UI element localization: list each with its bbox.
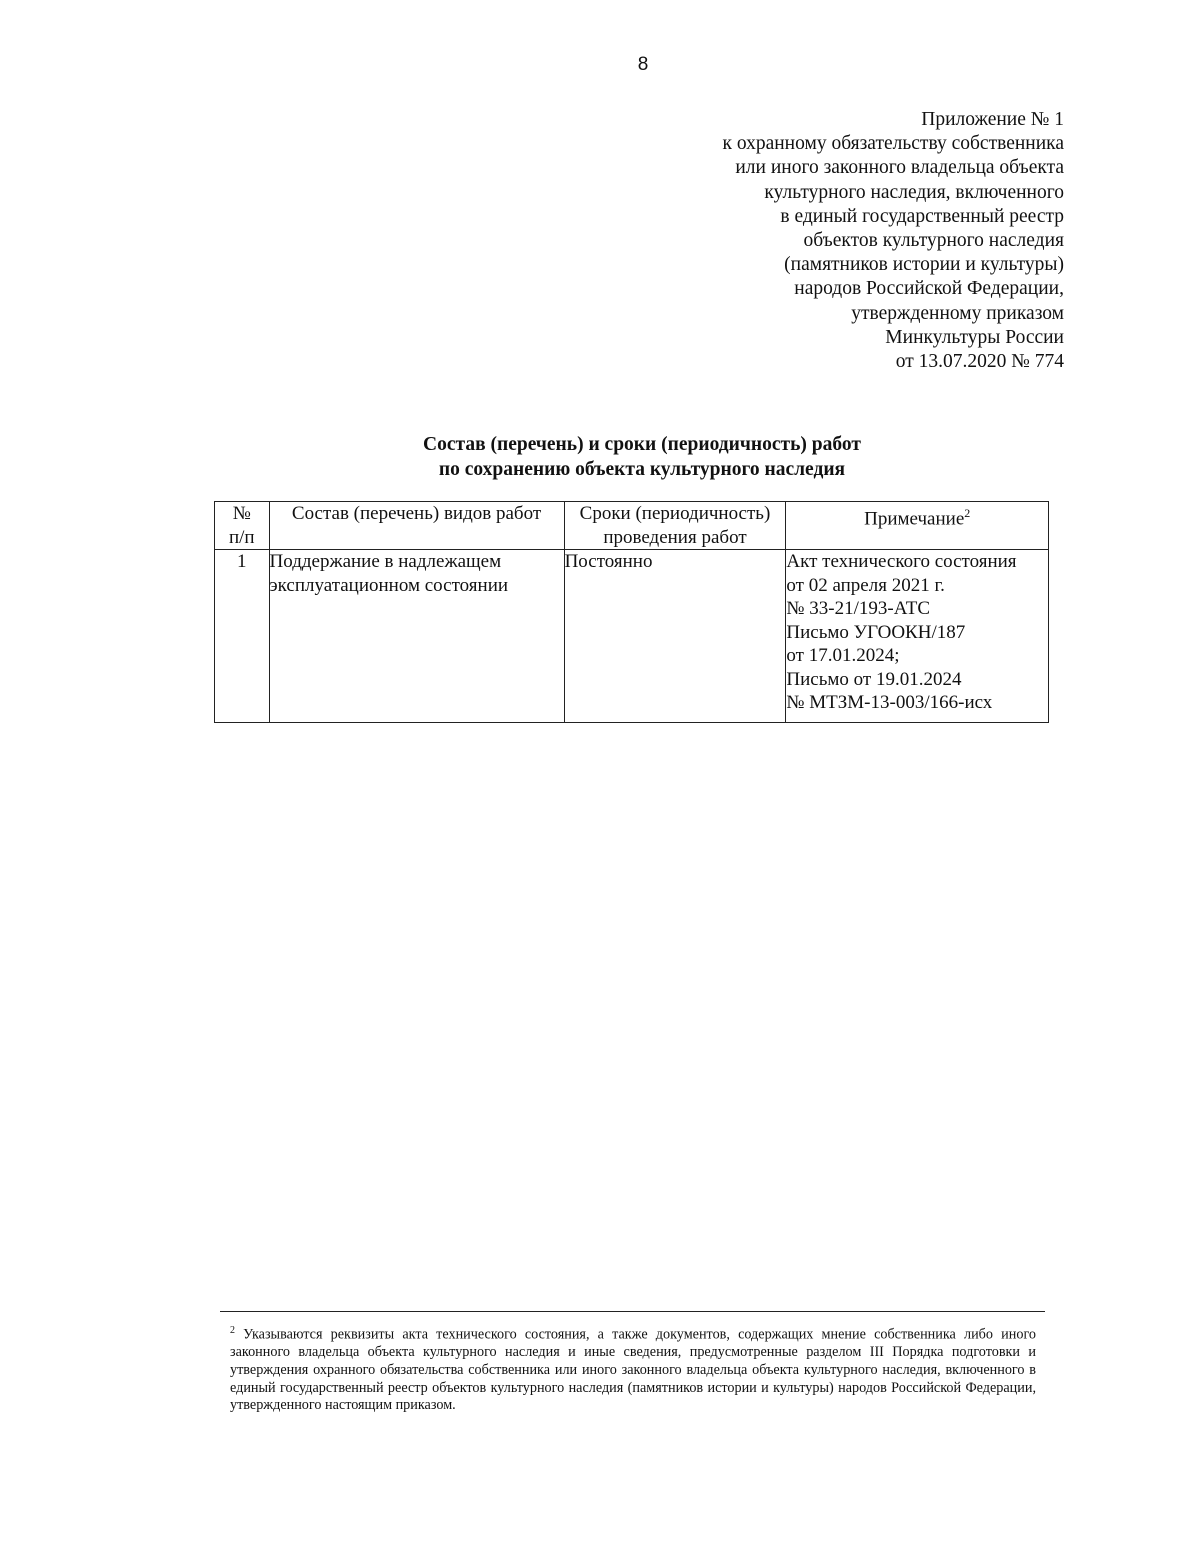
works-table xyxy=(214,501,1049,723)
row-number: 1 xyxy=(215,550,270,723)
page-number: 8 xyxy=(637,54,649,75)
note-line: от 17.01.2024; xyxy=(786,645,900,666)
appendix-line: от 13.07.2020 № 774 xyxy=(895,351,1064,373)
row-terms: Постоянно xyxy=(564,550,786,723)
note-line: № МТЗМ-13-003/166-исх xyxy=(786,692,993,713)
appendix-line: в единый государственный реестр xyxy=(780,205,1064,227)
document-title xyxy=(0,432,1200,482)
note-line: от 02 апреля 2021 г. xyxy=(786,574,945,596)
appendix-line: утвержденному приказом xyxy=(851,302,1064,324)
header-number xyxy=(215,502,270,550)
header-note-label: Примечание xyxy=(864,508,965,530)
footnote xyxy=(230,1322,1036,1415)
row-works: Поддержание в надлежащем эксплуатационном состоянии xyxy=(269,550,564,723)
header-number-sign: № xyxy=(232,503,251,524)
header-number-abbr: п/п xyxy=(228,526,255,548)
table-header-row xyxy=(215,502,1049,550)
footnote-divider xyxy=(220,1311,1045,1312)
header-note xyxy=(786,502,1049,550)
row-note xyxy=(786,550,1049,723)
table-row xyxy=(215,550,1049,723)
note-line: № 33-21/193-АТС xyxy=(786,598,931,619)
note-line: Акт технического состояния xyxy=(786,551,1017,572)
note-line: Письмо УГООКН/187 xyxy=(786,621,966,643)
appendix-line: Минкультуры России xyxy=(885,326,1064,348)
header-note-footnote-ref: 2 xyxy=(964,506,971,520)
footnote-text: Указываются реквизиты акта технического состояния, а также документов, содержащих мнение собственника либо иного законного владельца объекта культурного наследия и иные сведения, предусмотренные разделом III Порядка подготовки и утверждения охранного обязательства собственника или иного законного владельца объекта культурного наследия, включенного в единый государственный реестр объектов культурного наследия (памятников истории и культуры) народов Российской Федерации, утвержденного настоящим приказом. xyxy=(230,1326,1036,1414)
document-title-line: Состав (перечень) и сроки (периодичность) работ xyxy=(423,434,861,455)
appendix-line: культурного наследия, включенного xyxy=(764,181,1064,203)
header-terms: Сроки (периодичность) проведения работ xyxy=(564,502,786,550)
appendix-line: (памятников истории и культуры) xyxy=(784,254,1064,276)
appendix-line: к охранному обязательству собственника xyxy=(722,133,1064,155)
appendix-line: объектов культурного наследия xyxy=(803,230,1064,252)
header-works: Состав (перечень) видов работ xyxy=(269,502,564,550)
footnote-ref: 2 xyxy=(230,1325,235,1336)
appendix-line: народов Российской Федерации, xyxy=(794,278,1064,300)
note-line: Письмо от 19.01.2024 xyxy=(786,668,962,690)
document-title-line: по сохранению объекта культурного наследия xyxy=(438,459,846,480)
appendix-line: Приложение № 1 xyxy=(921,109,1064,130)
appendix-header xyxy=(722,108,1064,374)
appendix-line: или иного законного владельца объекта xyxy=(735,157,1064,179)
